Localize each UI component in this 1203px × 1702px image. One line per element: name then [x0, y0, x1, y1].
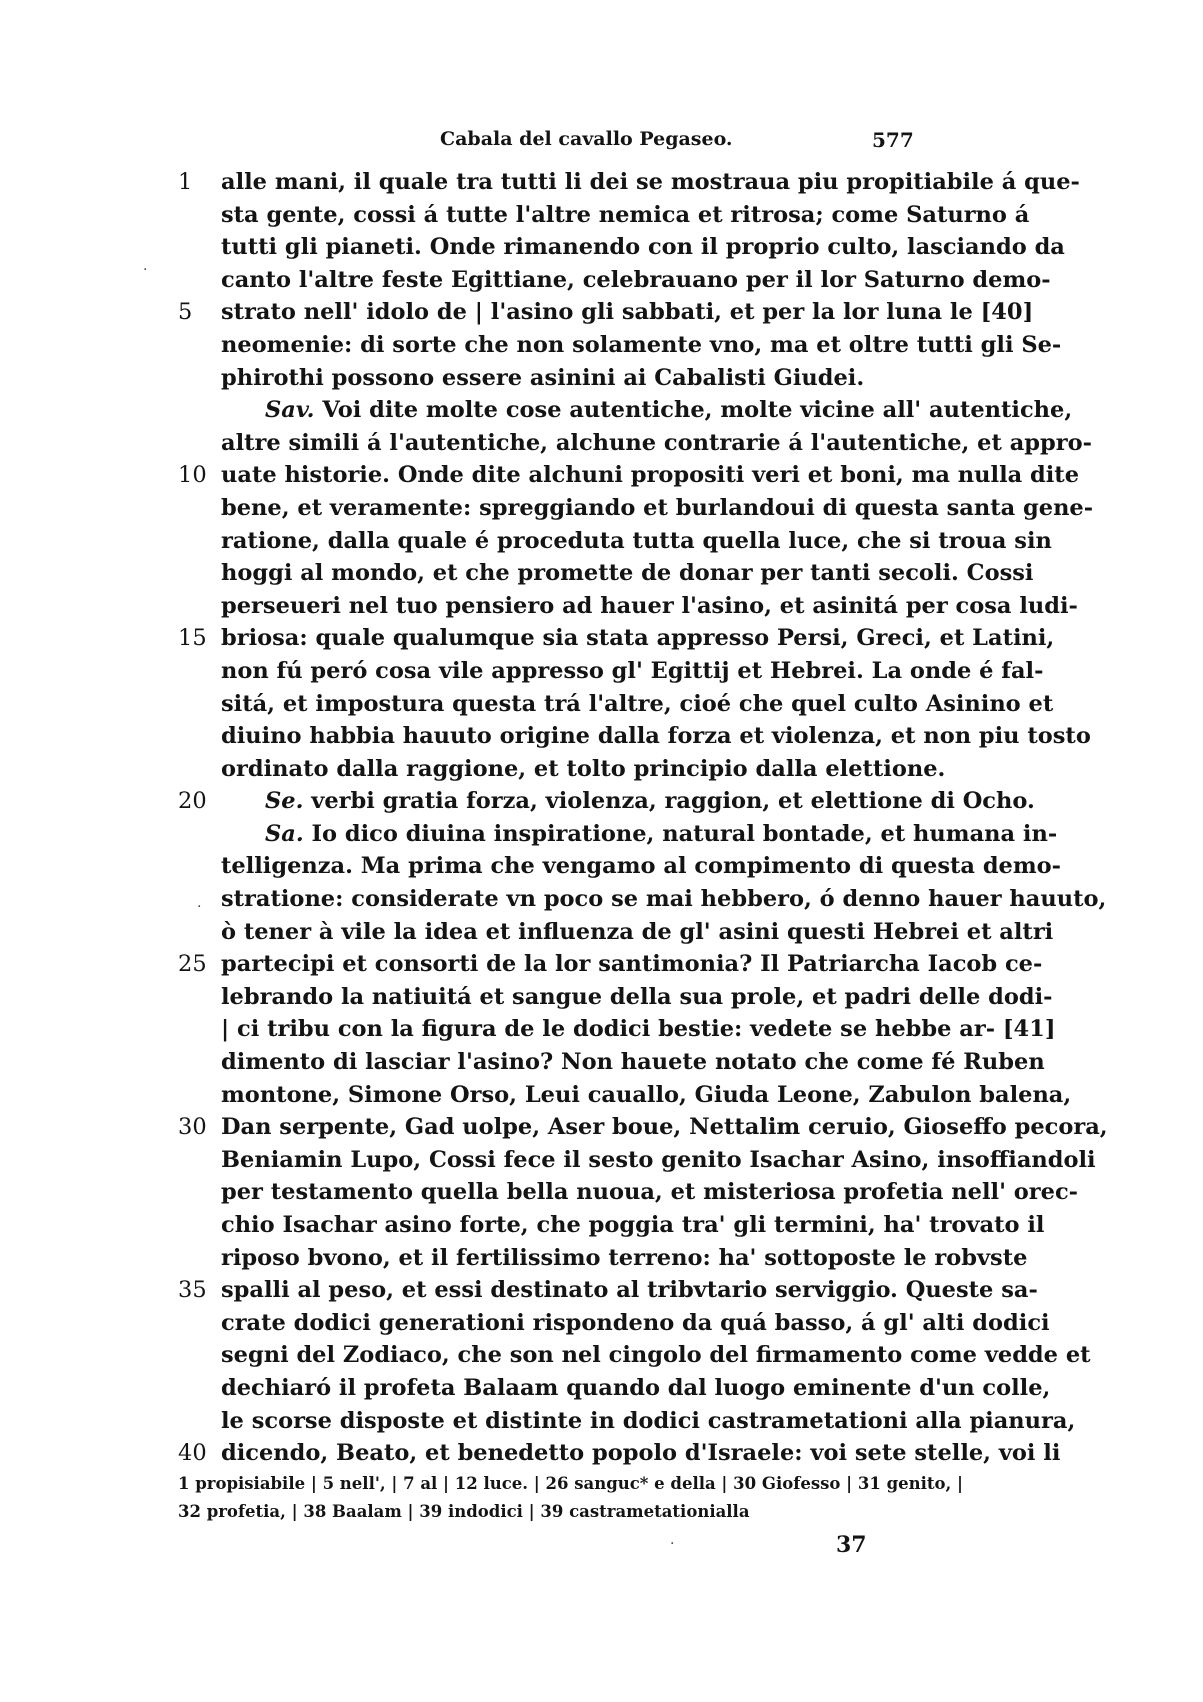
line-text [221, 590, 1078, 623]
line-body: telligenza. Ma prima che vengamo al compimento di questa demo- [221, 853, 1062, 880]
line-body: phirothi possono essere asinini ai Cabalisti Giudei. [221, 364, 865, 391]
line-body: altre simili á l'autentiche, alchune contrarie á l'autentiche, et appro- [221, 429, 1092, 456]
line-body: briosa: quale qualumque sia stata appresso Persi, Greci, et Latini, [221, 625, 1055, 652]
line-body: Voi dite molte cose autentiche, molte vicine all' autentiche, [314, 397, 1073, 424]
line-text [221, 427, 1092, 460]
page-header [0, 128, 1203, 158]
line-text [221, 1209, 1044, 1242]
line-body: tutti gli pianeti. Onde rimanendo con il proprio culto, lasciando da [221, 234, 1065, 261]
line-body: le scorse disposte et distinte in dodici castrametationi alla pianura, [221, 1407, 1076, 1434]
line-number: 30 [178, 1114, 207, 1141]
line-text [221, 1274, 1038, 1307]
line-text [221, 916, 1053, 949]
line-text [221, 492, 1093, 525]
line-text [221, 850, 1061, 883]
line-body: per testamento quella bella nuoua, et misteriosa profetia nell' orec- [221, 1179, 1078, 1206]
line-text [221, 1339, 1091, 1372]
line-text [221, 883, 1106, 916]
line-text [221, 264, 1051, 297]
margin-dot: . [143, 258, 148, 274]
line-body: hoggi al mondo, et che promette de donar per tanti secoli. Cossi [221, 560, 1034, 587]
line-text [221, 1176, 1078, 1209]
line-text [265, 394, 1072, 427]
line-text [221, 1013, 1055, 1046]
line-text [221, 622, 1054, 655]
line-body: diuino habbia hauuto origine dalla forza et violenza, et non piu tosto [221, 723, 1091, 750]
line-number: 40 [178, 1440, 207, 1467]
line-text [221, 948, 1042, 981]
line-body: montone, Simone Orso, Leui cauallo, Giuda Leone, Zabulon balena, [221, 1081, 1072, 1108]
line-number: 35 [178, 1277, 207, 1304]
page-number: 577 [872, 128, 914, 152]
line-text [221, 1437, 1060, 1470]
line-text [221, 557, 1033, 590]
line-body: perseueri nel tuo pensiero ad hauer l'asino, et asinitá per cosa ludi- [221, 592, 1078, 619]
line-body: | ci tribu con la figura de le dodici bestie: vedete se hebbe ar- [41] [221, 1016, 1056, 1043]
line-body: lebrando la natiuitá et sangue della sua prole, et padri delle dodi- [221, 983, 1053, 1010]
line-body: segni del Zodiaco, che son nel cingolo del firmamento come vedde et [221, 1342, 1091, 1369]
line-body: neomenie: di sorte che non solamente vno, ma et oltre tutti gli Se- [221, 331, 1062, 358]
line-text [221, 1079, 1071, 1112]
line-text [221, 1405, 1075, 1438]
line-body: sitá, et impostura questa trá l'altre, cioé che quel culto Asinino et [221, 690, 1054, 717]
line-body: non fú peró cosa vile appresso gl' Egittij et Hebrei. La onde é fal- [221, 657, 1044, 684]
line-text [221, 688, 1053, 721]
signature-mark: 37 [836, 1532, 867, 1558]
speaker-label: Se. [265, 788, 304, 815]
line-text [221, 459, 1079, 492]
margin-dot: . [670, 1532, 675, 1548]
line-body: dechiaró il profeta Balaam quando dal luogo eminente d'un colle, [221, 1374, 1051, 1401]
line-text [221, 1046, 1045, 1079]
speaker-label: Sav. [265, 397, 315, 424]
line-number: 20 [178, 788, 207, 815]
line-number: 15 [178, 625, 207, 652]
footnotes [178, 1470, 963, 1526]
line-text [221, 231, 1065, 264]
line-text [221, 753, 945, 786]
line-text [221, 1307, 1050, 1340]
line-body: Io dico diuina inspiratione, natural bontade, et humana in- [303, 820, 1058, 847]
line-text [221, 981, 1052, 1014]
line-body: ordinato dalla raggione, et tolto principio dalla elettione. [221, 755, 946, 782]
line-text [221, 655, 1043, 688]
footnote-line: 1 propisiabile | 5 nell', | 7 al | 12 luce. | 26 sanguc* e della | 30 Giofesso | 31 genito, | [178, 1474, 964, 1493]
line-body: chio Isachar asino forte, che poggia tra' gli termini, ha' trovato il [221, 1212, 1045, 1238]
running-title: Cabala del cavallo Pegaseo. [440, 128, 733, 150]
line-body: sta gente, cossi á tutte l'altre nemica et ritrosa; come Saturno á [221, 201, 1030, 228]
line-text [221, 1144, 1096, 1177]
line-body: ratione, dalla quale é proceduta tutta quella luce, che si troua sin [221, 527, 1052, 554]
line-text [265, 785, 1035, 818]
line-body: bene, et veramente: spreggiando et burlandoui di questa santa gene- [221, 494, 1094, 521]
line-body: stratione: considerate vn poco se mai hebbero, ó denno hauer hauuto, [221, 886, 1107, 913]
line-number: 5 [178, 299, 193, 326]
line-body: riposo bvono, et il fertilissimo terreno: ha' sottoposte le robvste [221, 1244, 1028, 1271]
line-text [221, 1242, 1027, 1275]
line-text [221, 1111, 1108, 1144]
line-number: 1 [178, 169, 193, 195]
line-body: crate dodici generationi rispondeno da quá basso, á gl' alti dodici [221, 1309, 1050, 1336]
line-body: partecipi et consorti de la lor santimonia? Il Patriarcha Iacob ce- [221, 951, 1043, 978]
line-body: verbi gratia forza, violenza, raggion, et elettione di Ocho. [303, 788, 1035, 815]
line-text [221, 199, 1029, 232]
line-number: 10 [178, 462, 207, 489]
line-text [221, 362, 864, 395]
line-body: Dan serpente, Gad uolpe, Aser boue, Nettalim ceruio, Gioseffo pecora, [221, 1114, 1108, 1141]
footnote-line: 32 profetia, | 38 Baalam | 39 indodici | 39 castrametationialla [178, 1502, 750, 1521]
line-text [221, 1372, 1050, 1405]
speaker-label: Sa. [265, 820, 304, 847]
line-body: dicendo, Beato, et benedetto popolo d'Israele: voi sete stelle, voi li [221, 1440, 1061, 1467]
margin-dot: . [197, 895, 202, 911]
line-number: 25 [178, 951, 207, 978]
line-body: strato nell' idolo de | l'asino gli sabbati, et per la lor luna le [40] [221, 299, 1034, 326]
line-body: canto l'altre feste Egittiane, celebrauano per il lor Saturno demo- [221, 266, 1051, 293]
line-body: uate historie. Onde dite alchuni propositi veri et boni, ma nulla dite [221, 462, 1080, 489]
line-body: ò tener à vile la idea et influenza de gl' asini questi Hebrei et altri [221, 918, 1054, 945]
line-text [265, 818, 1057, 851]
line-body: alle mani, il quale tra tutti li dei se mostraua piu propitiabile á que- [221, 169, 1080, 195]
line-body: spalli al peso, et essi destinato al tribvtario serviggio. Queste sa- [221, 1277, 1038, 1304]
line-text [221, 720, 1091, 753]
line-text [221, 525, 1052, 558]
line-text [221, 296, 1033, 329]
line-body: Beniamin Lupo, Cossi fece il sesto genito Isachar Asino, insoffiandoli [221, 1146, 1096, 1173]
line-body: dimento di lasciar l'asino? Non hauete notato che come fé Ruben [221, 1049, 1045, 1076]
line-text [221, 166, 1080, 199]
line-text [221, 329, 1061, 362]
